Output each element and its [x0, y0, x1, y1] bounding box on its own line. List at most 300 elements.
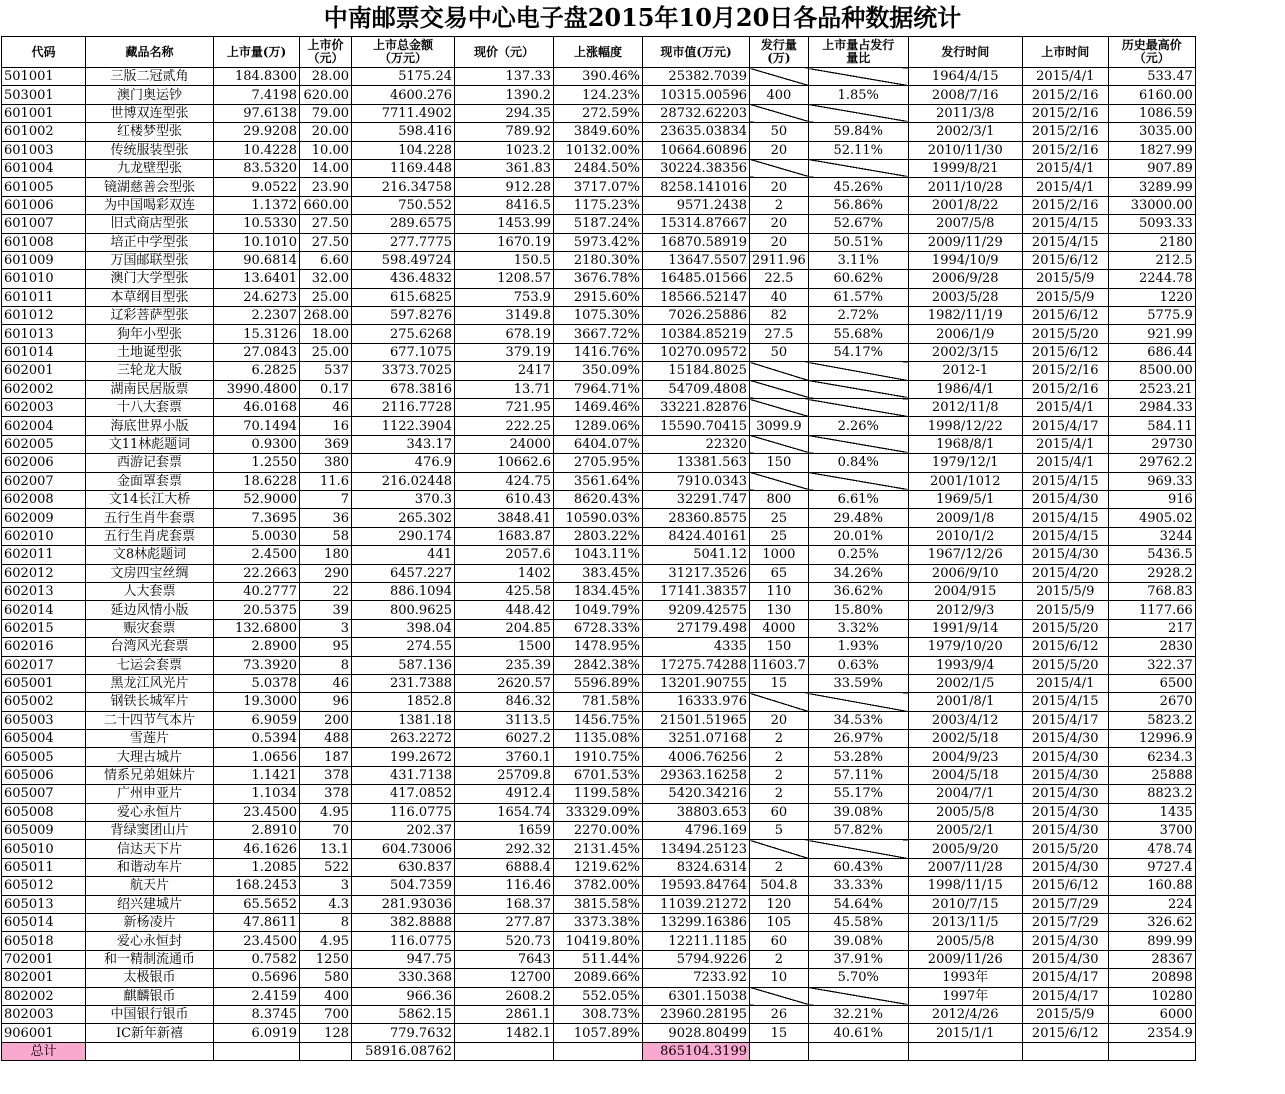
- cell-code: 605012: [2, 877, 86, 895]
- cell-issue-date: 2002/1/5: [908, 674, 1022, 692]
- cell-high-price: 10280: [1108, 987, 1195, 1005]
- cell-high-price: 28367: [1108, 950, 1195, 968]
- cell-issue-date: 2012/9/3: [908, 601, 1022, 619]
- cell-market-value: 13494.25123: [643, 840, 750, 858]
- cell-code: 605002: [2, 693, 86, 711]
- cell-listed-total: 277.7775: [352, 233, 455, 251]
- cell-listing-date: 2015/4/1: [1022, 68, 1108, 86]
- cell-rise: 10419.80%: [554, 932, 643, 950]
- total-empty-cell: [554, 1042, 643, 1060]
- cell-code: 601011: [2, 288, 86, 306]
- cell-rise: 1049.79%: [554, 601, 643, 619]
- cell-listed-total: 441: [352, 546, 455, 564]
- cell-rise: 10132.00%: [554, 141, 643, 159]
- cell-rise: 1199.58%: [554, 785, 643, 803]
- cell-ratio: 54.64%: [808, 895, 908, 913]
- cell-high-price: 160.88: [1108, 877, 1195, 895]
- cell-name: 太极银币: [86, 969, 214, 987]
- cell-listed-price: 46: [300, 399, 352, 417]
- cell-ratio: 2.72%: [808, 307, 908, 325]
- cell-code: 602016: [2, 638, 86, 656]
- total-market-value: 865104.3199: [643, 1042, 750, 1060]
- cell-issue-qty: 25: [750, 527, 809, 545]
- cell-high-price: 3244: [1108, 527, 1195, 545]
- cell-current-price: 2417: [455, 362, 554, 380]
- table-row: [2, 509, 1196, 527]
- cell-listed-qty: 24.6273: [214, 288, 300, 306]
- cell-issue-date: 2012-1: [908, 362, 1022, 380]
- cell-high-price: 25888: [1108, 766, 1195, 784]
- cell-market-value: 4335: [643, 638, 750, 656]
- cell-name: 狗年小型张: [86, 325, 214, 343]
- cell-market-value: 13381.563: [643, 454, 750, 472]
- cell-market-value: 10270.09572: [643, 343, 750, 361]
- column-header-listed-qty: 上市量(万): [214, 37, 300, 68]
- table-row: [2, 399, 1196, 417]
- cell-listing-date: 2015/4/1: [1022, 454, 1108, 472]
- cell-name: 红楼梦型张: [86, 123, 214, 141]
- cell-listed-qty: 1.1372: [214, 196, 300, 214]
- cell-high-price: 5436.5: [1108, 546, 1195, 564]
- cell-issue-date: 1979/12/1: [908, 454, 1022, 472]
- cell-high-price: 916: [1108, 490, 1195, 508]
- cell-listed-price: 7: [300, 490, 352, 508]
- cell-issue-qty: 4000: [750, 619, 809, 637]
- cell-listing-date: 2015/5/9: [1022, 582, 1108, 600]
- cell-market-value: 16870.58919: [643, 233, 750, 251]
- cell-name: 三轮龙大版: [86, 362, 214, 380]
- cell-listed-price: 8: [300, 913, 352, 931]
- cell-high-price: 1177.66: [1108, 601, 1195, 619]
- total-empty-cell: [300, 1042, 352, 1060]
- cell-listing-date: 2015/4/30: [1022, 932, 1108, 950]
- cell-issue-qty: 20: [750, 141, 809, 159]
- cell-listed-total: 947.75: [352, 950, 455, 968]
- cell-code: 601006: [2, 196, 86, 214]
- cell-code: 605005: [2, 748, 86, 766]
- cell-rise: 7964.71%: [554, 380, 643, 398]
- cell-issue-qty: [750, 987, 809, 1005]
- cell-issue-date: 2003/5/28: [908, 288, 1022, 306]
- cell-high-price: 1220: [1108, 288, 1195, 306]
- table-row: [2, 104, 1196, 122]
- cell-name: 黑龙江风光片: [86, 674, 214, 692]
- cell-listed-price: 4.95: [300, 932, 352, 950]
- cell-market-value: 33221.82876: [643, 399, 750, 417]
- cell-code: 601008: [2, 233, 86, 251]
- cell-rise: 1469.46%: [554, 399, 643, 417]
- cell-listed-qty: 1.1421: [214, 766, 300, 784]
- cell-code: 601014: [2, 343, 86, 361]
- cell-name: 绍兴建城片: [86, 895, 214, 913]
- cell-listing-date: 2015/4/30: [1022, 748, 1108, 766]
- cell-listed-price: 18.00: [300, 325, 352, 343]
- cell-ratio: 52.11%: [808, 141, 908, 159]
- cell-high-price: 5093.33: [1108, 215, 1195, 233]
- cell-rise: 1135.08%: [554, 730, 643, 748]
- cell-name: 文8林彪题词: [86, 546, 214, 564]
- cell-rise: 1416.76%: [554, 343, 643, 361]
- cell-name: 情系兄弟姐妹片: [86, 766, 214, 784]
- cell-issue-qty: 400: [750, 86, 809, 104]
- table-row: [2, 840, 1196, 858]
- cell-issue-qty: 2: [750, 858, 809, 876]
- cell-market-value: 28360.8575: [643, 509, 750, 527]
- cell-market-value: 8258.141016: [643, 178, 750, 196]
- cell-market-value: 15314.87667: [643, 215, 750, 233]
- cell-high-price: 3035.00: [1108, 123, 1195, 141]
- cell-issue-date: 1998/11/15: [908, 877, 1022, 895]
- cell-listed-price: 27.50: [300, 215, 352, 233]
- cell-issue-date: 2004/5/18: [908, 766, 1022, 784]
- column-header-issue-qty: 发行量 (万): [750, 37, 809, 68]
- cell-code: 605013: [2, 895, 86, 913]
- cell-rise: 2180.30%: [554, 251, 643, 269]
- cell-issue-qty: [750, 380, 809, 398]
- cell-ratio: [808, 987, 908, 1005]
- cell-ratio: 34.53%: [808, 711, 908, 729]
- cell-issue-date: 2004/9/23: [908, 748, 1022, 766]
- cell-listed-total: 7711.4902: [352, 104, 455, 122]
- cell-current-price: 1482.1: [455, 1024, 554, 1042]
- cell-high-price: 907.89: [1108, 159, 1195, 177]
- cell-listing-date: 2015/4/30: [1022, 766, 1108, 784]
- table-row: [2, 123, 1196, 141]
- cell-ratio: 0.84%: [808, 454, 908, 472]
- cell-current-price: 222.25: [455, 417, 554, 435]
- cell-high-price: 1827.99: [1108, 141, 1195, 159]
- cell-listed-price: 3: [300, 619, 352, 637]
- cell-ratio: [808, 399, 908, 417]
- cell-listed-price: 187: [300, 748, 352, 766]
- cell-listed-price: 25.00: [300, 288, 352, 306]
- cell-issue-date: 1969/5/1: [908, 490, 1022, 508]
- cell-issue-date: 2015/1/1: [908, 1024, 1022, 1042]
- cell-issue-date: 2005/5/8: [908, 803, 1022, 821]
- cell-current-price: 3149.8: [455, 307, 554, 325]
- table-row: [2, 1005, 1196, 1023]
- cell-name: 延边风情小版: [86, 601, 214, 619]
- cell-rise: 5187.24%: [554, 215, 643, 233]
- cell-issue-qty: 130: [750, 601, 809, 619]
- cell-listed-price: 180: [300, 546, 352, 564]
- cell-current-price: 150.5: [455, 251, 554, 269]
- cell-high-price: 686.44: [1108, 343, 1195, 361]
- cell-listing-date: 2015/4/1: [1022, 435, 1108, 453]
- cell-rise: 3849.60%: [554, 123, 643, 141]
- cell-listed-price: 8: [300, 656, 352, 674]
- cell-issue-date: 1968/8/1: [908, 435, 1022, 453]
- cell-rise: 2089.66%: [554, 969, 643, 987]
- cell-current-price: 2608.2: [455, 987, 554, 1005]
- cell-ratio: [808, 68, 908, 86]
- cell-issue-date: 1994/10/9: [908, 251, 1022, 269]
- table-row: [2, 656, 1196, 674]
- cell-issue-qty: [750, 362, 809, 380]
- cell-rise: 3373.38%: [554, 913, 643, 931]
- cell-high-price: 1435: [1108, 803, 1195, 821]
- cell-high-price: 8823.2: [1108, 785, 1195, 803]
- cell-listed-total: 281.93036: [352, 895, 455, 913]
- cell-ratio: 54.17%: [808, 343, 908, 361]
- cell-listed-price: 46: [300, 674, 352, 692]
- cell-issue-date: 2010/1/2: [908, 527, 1022, 545]
- cell-ratio: 57.82%: [808, 822, 908, 840]
- column-header-code: 代码: [2, 37, 86, 68]
- cell-name: 雪莲片: [86, 730, 214, 748]
- cell-rise: 1075.30%: [554, 307, 643, 325]
- cell-high-price: 217: [1108, 619, 1195, 637]
- cell-ratio: 60.62%: [808, 270, 908, 288]
- cell-listing-date: 2015/6/12: [1022, 1024, 1108, 1042]
- cell-issue-date: 1991/9/14: [908, 619, 1022, 637]
- cell-rise: 6404.07%: [554, 435, 643, 453]
- cell-name: 文11林彪题词: [86, 435, 214, 453]
- cell-listing-date: 2015/5/9: [1022, 601, 1108, 619]
- cell-code: 602005: [2, 435, 86, 453]
- table-row: [2, 472, 1196, 490]
- cell-market-value: 32291.747: [643, 490, 750, 508]
- cell-ratio: 56.86%: [808, 196, 908, 214]
- cell-listing-date: 2015/4/17: [1022, 417, 1108, 435]
- cell-current-price: 1500: [455, 638, 554, 656]
- cell-market-value: 54709.4808: [643, 380, 750, 398]
- cell-high-price: 29762.2: [1108, 454, 1195, 472]
- cell-market-value: 28732.62203: [643, 104, 750, 122]
- cell-high-price: 4905.02: [1108, 509, 1195, 527]
- cell-code: 906001: [2, 1024, 86, 1042]
- cell-listed-qty: 65.5652: [214, 895, 300, 913]
- cell-market-value: 27179.498: [643, 619, 750, 637]
- cell-market-value: 13299.16386: [643, 913, 750, 931]
- cell-name: 为中国喝彩双连: [86, 196, 214, 214]
- cell-listing-date: 2015/4/30: [1022, 785, 1108, 803]
- cell-high-price: 5775.9: [1108, 307, 1195, 325]
- cell-rise: 1175.23%: [554, 196, 643, 214]
- cell-listed-price: 1250: [300, 950, 352, 968]
- cell-listing-date: 2015/7/29: [1022, 913, 1108, 931]
- cell-issue-qty: 2: [750, 785, 809, 803]
- cell-market-value: 13201.90755: [643, 674, 750, 692]
- total-empty-cell: [214, 1042, 300, 1060]
- cell-listed-total: 290.174: [352, 527, 455, 545]
- cell-listed-qty: 29.9208: [214, 123, 300, 141]
- cell-issue-qty: 110: [750, 582, 809, 600]
- cell-code: 602009: [2, 509, 86, 527]
- cell-ratio: 50.51%: [808, 233, 908, 251]
- cell-market-value: 10315.00596: [643, 86, 750, 104]
- column-header-ratio: 上市量占发行 量比: [808, 37, 908, 68]
- total-empty-cell: [1022, 1042, 1108, 1060]
- cell-listed-price: 70: [300, 822, 352, 840]
- cell-code: 602010: [2, 527, 86, 545]
- cell-listing-date: 2015/4/1: [1022, 159, 1108, 177]
- cell-high-price: 2354.9: [1108, 1024, 1195, 1042]
- cell-rise: 3815.58%: [554, 895, 643, 913]
- cell-listed-total: 275.6268: [352, 325, 455, 343]
- cell-listed-qty: 18.6228: [214, 472, 300, 490]
- cell-name: 湖南民居版票: [86, 380, 214, 398]
- cell-issue-date: 2002/5/18: [908, 730, 1022, 748]
- cell-issue-date: 1967/12/26: [908, 546, 1022, 564]
- cell-current-price: 721.95: [455, 399, 554, 417]
- table-row: [2, 748, 1196, 766]
- cell-listed-total: 116.0775: [352, 932, 455, 950]
- table-row: [2, 601, 1196, 619]
- cell-market-value: 5794.9226: [643, 950, 750, 968]
- cell-current-price: 25709.8: [455, 766, 554, 784]
- cell-rise: 3561.64%: [554, 472, 643, 490]
- cell-issue-date: 1979/10/20: [908, 638, 1022, 656]
- cell-listed-total: 615.6825: [352, 288, 455, 306]
- cell-market-value: 4006.76256: [643, 748, 750, 766]
- cell-code: 605010: [2, 840, 86, 858]
- table-row: [2, 674, 1196, 692]
- table-row: [2, 987, 1196, 1005]
- cell-listed-total: 630.837: [352, 858, 455, 876]
- cell-issue-date: 2005/9/20: [908, 840, 1022, 858]
- cell-rise: 552.05%: [554, 987, 643, 1005]
- table-row: [2, 766, 1196, 784]
- cell-market-value: 15184.8025: [643, 362, 750, 380]
- cell-name: 九龙壁型张: [86, 159, 214, 177]
- table-row: [2, 251, 1196, 269]
- cell-issue-qty: 150: [750, 454, 809, 472]
- cell-listed-qty: 20.5375: [214, 601, 300, 619]
- cell-market-value: 10664.60896: [643, 141, 750, 159]
- cell-issue-qty: 2: [750, 748, 809, 766]
- cell-issue-qty: 3099.9: [750, 417, 809, 435]
- cell-listed-total: 886.1094: [352, 582, 455, 600]
- cell-issue-date: 2011/3/8: [908, 104, 1022, 122]
- cell-code: 602011: [2, 546, 86, 564]
- cell-listed-price: 22: [300, 582, 352, 600]
- cell-name: 背绿窦团山片: [86, 822, 214, 840]
- cell-market-value: 9571.2438: [643, 196, 750, 214]
- cell-name: 土地诞型张: [86, 343, 214, 361]
- cell-listed-qty: 2.4159: [214, 987, 300, 1005]
- table-row: [2, 380, 1196, 398]
- cell-market-value: 38803.653: [643, 803, 750, 821]
- cell-issue-qty: 22.5: [750, 270, 809, 288]
- cell-listed-qty: 2.8900: [214, 638, 300, 656]
- cell-listed-qty: 6.2825: [214, 362, 300, 380]
- cell-listed-qty: 2.2307: [214, 307, 300, 325]
- cell-listed-price: 27.50: [300, 233, 352, 251]
- cell-issue-date: 2009/11/29: [908, 233, 1022, 251]
- cell-market-value: 5420.34216: [643, 785, 750, 803]
- cell-current-price: 520.73: [455, 932, 554, 950]
- cell-name: 钢铁长城军片: [86, 693, 214, 711]
- cell-ratio: 45.58%: [808, 913, 908, 931]
- cell-ratio: 53.28%: [808, 748, 908, 766]
- cell-current-price: 6027.2: [455, 730, 554, 748]
- cell-code: 602014: [2, 601, 86, 619]
- cell-listed-qty: 2.4500: [214, 546, 300, 564]
- cell-market-value: 10384.85219: [643, 325, 750, 343]
- cell-name: 本草纲目型张: [86, 288, 214, 306]
- cell-name: 五行生肖虎套票: [86, 527, 214, 545]
- cell-current-price: 1023.2: [455, 141, 554, 159]
- cell-ratio: 6.61%: [808, 490, 908, 508]
- cell-high-price: 12996.9: [1108, 730, 1195, 748]
- cell-name: 金面罩套票: [86, 472, 214, 490]
- cell-market-value: 30224.38356: [643, 159, 750, 177]
- cell-listed-total: 677.1075: [352, 343, 455, 361]
- cell-listed-total: 370.3: [352, 490, 455, 508]
- cell-market-value: 13647.5507: [643, 251, 750, 269]
- cell-code: 601012: [2, 307, 86, 325]
- cell-current-price: 4912.4: [455, 785, 554, 803]
- cell-issue-qty: 15: [750, 1024, 809, 1042]
- cell-listed-qty: 6.9059: [214, 711, 300, 729]
- cell-rise: 3667.72%: [554, 325, 643, 343]
- cell-code: 601013: [2, 325, 86, 343]
- cell-listing-date: 2015/4/17: [1022, 969, 1108, 987]
- cell-listed-qty: 168.2453: [214, 877, 300, 895]
- cell-listed-total: 382.8888: [352, 913, 455, 931]
- cell-name: 镜湖慈善会型张: [86, 178, 214, 196]
- cell-code: 602012: [2, 564, 86, 582]
- cell-high-price: 533.47: [1108, 68, 1195, 86]
- cell-high-price: 326.62: [1108, 913, 1195, 931]
- cell-rise: 308.73%: [554, 1005, 643, 1023]
- cell-listed-qty: 73.3920: [214, 656, 300, 674]
- cell-listed-qty: 6.0919: [214, 1024, 300, 1042]
- cell-listing-date: 2015/6/12: [1022, 877, 1108, 895]
- cell-listing-date: 2015/2/16: [1022, 141, 1108, 159]
- column-header-name: 藏品名称: [86, 37, 214, 68]
- cell-rise: 1910.75%: [554, 748, 643, 766]
- cell-listing-date: 2015/4/1: [1022, 399, 1108, 417]
- cell-current-price: 3848.41: [455, 509, 554, 527]
- cell-name: 三版二冠贰角: [86, 68, 214, 86]
- cell-rise: 511.44%: [554, 950, 643, 968]
- cell-code: 601010: [2, 270, 86, 288]
- cell-issue-qty: 11603.7: [750, 656, 809, 674]
- cell-listed-total: 3373.7025: [352, 362, 455, 380]
- cell-issue-date: 2006/9/10: [908, 564, 1022, 582]
- sheet-title: 中南邮票交易中心电子盘2015年10月20日各品种数据统计: [323, 3, 962, 32]
- cell-listed-price: 620.00: [300, 86, 352, 104]
- cell-high-price: 9727.4: [1108, 858, 1195, 876]
- cell-listing-date: 2015/5/9: [1022, 1005, 1108, 1023]
- total-row: [2, 1042, 1196, 1060]
- cell-ratio: 29.48%: [808, 509, 908, 527]
- cell-listed-qty: 46.0168: [214, 399, 300, 417]
- cell-current-price: 277.87: [455, 913, 554, 931]
- table-row: [2, 417, 1196, 435]
- cell-listed-price: 39: [300, 601, 352, 619]
- cell-listing-date: 2015/6/12: [1022, 343, 1108, 361]
- cell-issue-date: 1982/11/19: [908, 307, 1022, 325]
- cell-market-value: 9209.42575: [643, 601, 750, 619]
- cell-ratio: 3.32%: [808, 619, 908, 637]
- table-row: [2, 288, 1196, 306]
- cell-market-value: 4796.169: [643, 822, 750, 840]
- cell-listed-total: 5862.15: [352, 1005, 455, 1023]
- cell-current-price: 610.43: [455, 490, 554, 508]
- cell-rise: 6701.53%: [554, 766, 643, 784]
- cell-ratio: [808, 159, 908, 177]
- cell-listed-price: 16: [300, 417, 352, 435]
- cell-name: 万国邮联型张: [86, 251, 214, 269]
- cell-ratio: [808, 380, 908, 398]
- table-row: [2, 233, 1196, 251]
- cell-current-price: 1208.57: [455, 270, 554, 288]
- table-row: [2, 785, 1196, 803]
- table-row: [2, 490, 1196, 508]
